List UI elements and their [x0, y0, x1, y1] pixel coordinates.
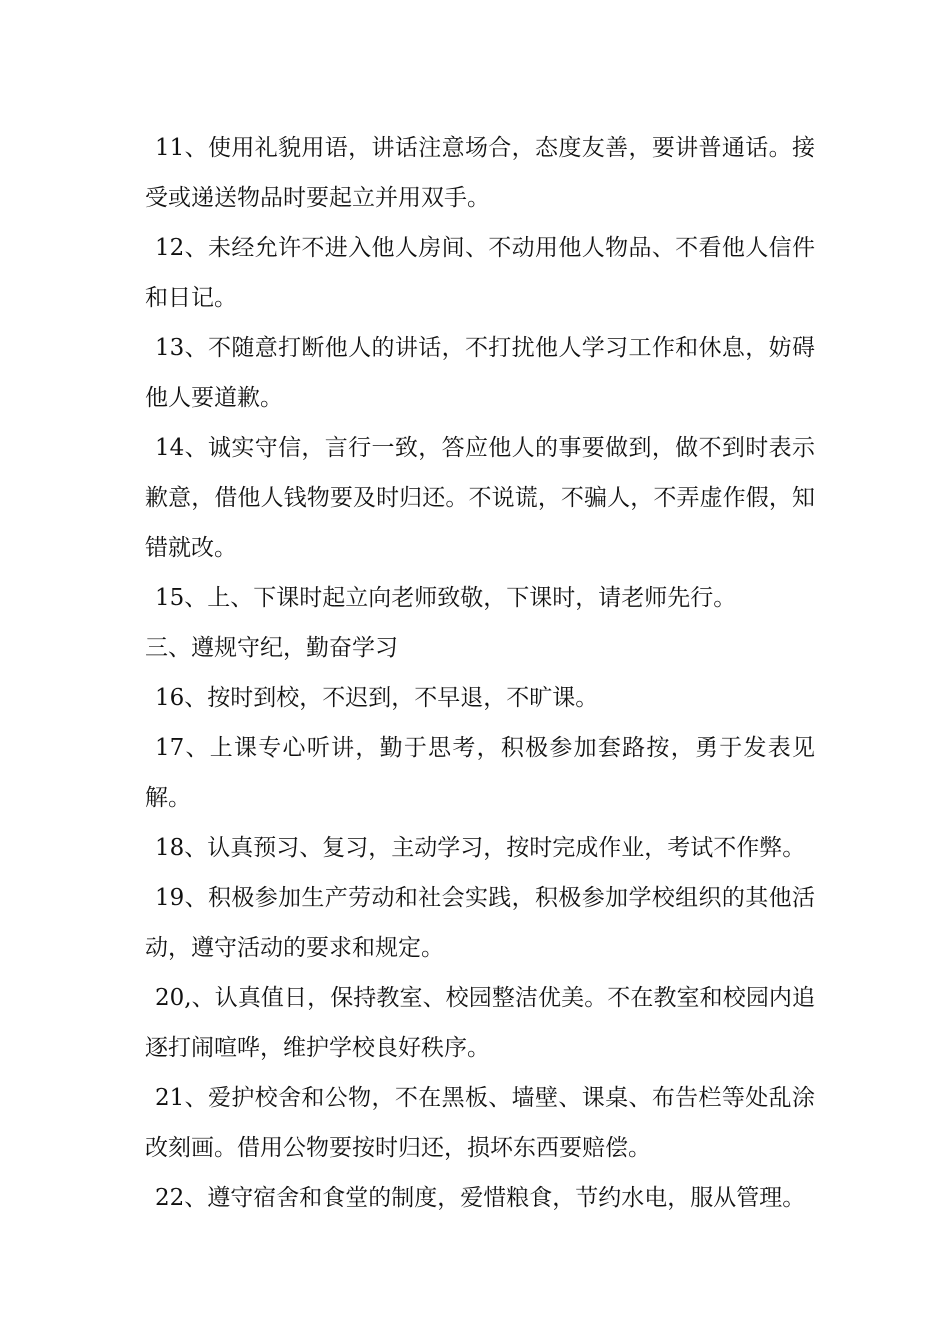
rule-item-19: 19、积极参加生产劳动和社会实践，积极参加学校组织的其他活动，遵守活动的要求和规定。 — [145, 885, 815, 961]
document-page — [145, 123, 815, 1223]
rule-item-21: 21、爱护校舍和公物，不在黑板、墙壁、课桌、布告栏等处乱涂改刻画。借用公物要按时归还，损坏东西要赔偿。 — [145, 1085, 815, 1161]
rule-item-20: 20,、认真值日，保持教室、校园整洁优美。不在教室和校园内追逐打闹喧哗，维护学校良好秩序。 — [145, 985, 815, 1061]
rule-item-12: 12、未经允许不进入他人房间、不动用他人物品、不看他人信件和日记。 — [145, 235, 815, 311]
rule-item-14: 14、诚实守信，言行一致，答应他人的事要做到，做不到时表示歉意，借他人钱物要及时归还。不说谎，不骗人，不弄虚作假，知错就改。 — [145, 435, 815, 561]
rule-item-17: 17、上课专心听讲，勤于思考，积极参加套路按，勇于发表见解。 — [145, 735, 815, 811]
rule-item-16: 16、按时到校，不迟到，不早退，不旷课。 — [155, 685, 599, 711]
rule-item-22: 22、遵守宿舍和食堂的制度，爱惜粮食，节约水电，服从管理。 — [155, 1185, 806, 1211]
rule-item-15: 15、上、下课时起立向老师致敬，下课时，请老师先行。 — [155, 585, 737, 611]
rule-item-13: 13、不随意打断他人的讲话，不打扰他人学习工作和休息，妨碍他人要道歉。 — [145, 335, 815, 411]
rule-item-11: 11、使用礼貌用语，讲话注意场合，态度友善，要讲普通话。接受或递送物品时要起立并用双手。 — [145, 135, 815, 211]
section-heading-3: 三、遵规守纪，勤奋学习 — [145, 635, 398, 661]
rule-item-18: 18、认真预习、复习，主动学习，按时完成作业，考试不作弊。 — [155, 835, 806, 861]
